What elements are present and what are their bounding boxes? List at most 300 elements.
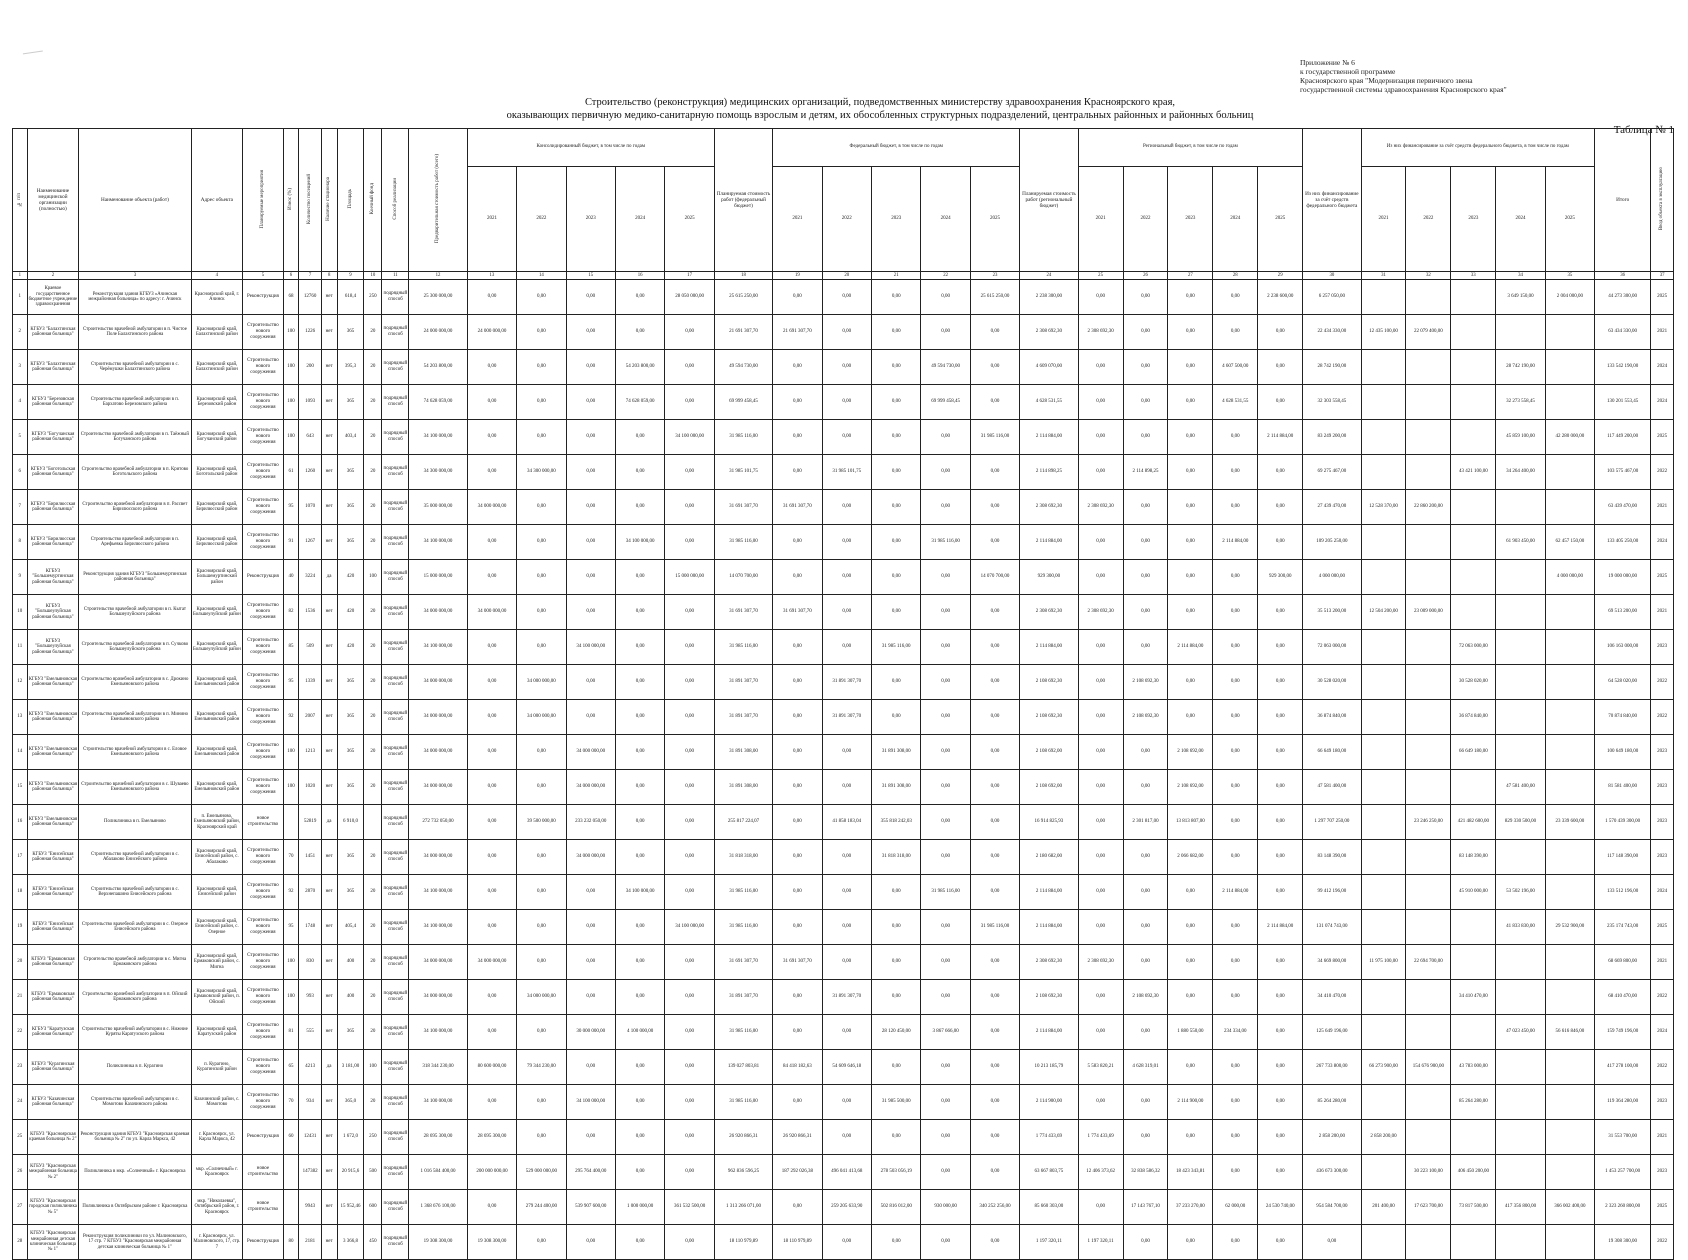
cell-wear: 82 [283, 595, 299, 630]
cell-r4: 0,00 [1213, 1120, 1258, 1155]
cell-k2: 529 000 000,00 [517, 1155, 566, 1190]
cell-visits: 1260 [299, 455, 321, 490]
cell-k1: 0,00 [467, 455, 516, 490]
cell-wear: 100 [283, 945, 299, 980]
cell-x: 36 874 840,00 [1303, 700, 1361, 735]
cell-r5: 0,00 [1258, 525, 1303, 560]
cell-k3: 0,00 [566, 945, 615, 980]
table-row [13, 770, 1674, 805]
cell-k4: 0,00 [615, 420, 664, 455]
cell-r1: 0,00 [1078, 910, 1123, 945]
column-number: 32 [1406, 272, 1451, 280]
cell-r3: 0,00 [1168, 350, 1213, 385]
cell-total: 34 000 000,00 [409, 770, 467, 805]
cell-act: Реконструкция [243, 1225, 283, 1260]
column-number: 26 [1123, 272, 1168, 280]
cell-stat: нет [321, 630, 337, 665]
cell-obj: Строительство врачебной амбулатории в с. Дрокино Емельяновского района [79, 665, 191, 700]
cell-k4: 0,00 [615, 980, 664, 1015]
cell-f3: 0,00 [872, 665, 921, 700]
cell-k5: 0,00 [665, 525, 714, 560]
cell-r4: 0,00 [1213, 700, 1258, 735]
cell-f2: 0,00 [822, 910, 871, 945]
cell-wear: 91 [283, 525, 299, 560]
table-row [13, 595, 1674, 630]
cell-k2: 0,00 [517, 735, 566, 770]
cell-x1: 201 400,00 [1361, 1190, 1406, 1225]
cell-act: Строительство нового сооружения [243, 385, 283, 420]
cell-addr: п. Курагино, Курагинский район [191, 1050, 243, 1085]
cell-x: 66 649 180,00 [1303, 735, 1361, 770]
cell-stat: нет [321, 420, 337, 455]
cell-r2: 17 143 767,10 [1123, 1190, 1168, 1225]
cell-k2: 0,00 [517, 1225, 566, 1260]
cell-addr: Красноярский край, Ермаковский район, п. Ойский [191, 980, 243, 1015]
cell-wear: 68 [283, 280, 299, 315]
cell-area: 395,3 [337, 350, 364, 385]
cell-visits: 1267 [299, 525, 321, 560]
appendix-note [1300, 58, 1680, 94]
cell-k4: 0,00 [615, 560, 664, 595]
cell-mode: подрядный способ [382, 1085, 409, 1120]
cell-org: КГБУЗ "Березовская районная больница" [27, 385, 79, 420]
cell-x2 [1406, 385, 1451, 420]
cell-f4: 0,00 [921, 945, 970, 980]
cell-act: Строительство нового сооружения [243, 665, 283, 700]
cell-f1: 21 691 307,70 [773, 315, 822, 350]
cell-f5: 0,00 [970, 1050, 1019, 1085]
cell-sum: 133 512 196,00 [1595, 875, 1651, 910]
cell-r5: 0,00 [1258, 1050, 1303, 1085]
cell-act: Строительство нового сооружения [243, 420, 283, 455]
cell-act: Строительство нового сооружения [243, 840, 283, 875]
cell-r5: 0,00 [1258, 1120, 1303, 1155]
cell-r4: 0,00 [1213, 735, 1258, 770]
cell-beds: 20 [364, 490, 382, 525]
cell-k3: 0,00 [566, 595, 615, 630]
cell-k5: 0,00 [665, 315, 714, 350]
cell-total: 1 016 584 400,00 [409, 1155, 467, 1190]
cell-f1: 0,00 [773, 805, 822, 840]
cell-r5: 0,00 [1258, 1015, 1303, 1050]
cell-reg: 2 308 692,30 [1020, 945, 1078, 980]
cell-x4 [1496, 700, 1545, 735]
cell-k2: 39 500 000,00 [517, 805, 566, 840]
header-num: № п/п [13, 129, 28, 272]
cell-f3: 31 985 116,00 [872, 630, 921, 665]
table-row [13, 980, 1674, 1015]
cell-x: 109 205 250,00 [1303, 525, 1361, 560]
cell-r1: 0,00 [1078, 630, 1123, 665]
cell-r2: 0,00 [1123, 1015, 1168, 1050]
cell-sum: 63 434 330,00 [1595, 315, 1651, 350]
cell-beds: 500 [364, 1155, 382, 1190]
cell-r4: 0,00 [1213, 280, 1258, 315]
cell-obj: Строительство врачебной амбулатории в с. Верхнепашино Енисейского района [79, 875, 191, 910]
cell-k2: 0,00 [517, 910, 566, 945]
cell-r2: 2 301 817,00 [1123, 805, 1168, 840]
header-address: Адрес объекта [191, 129, 243, 272]
cell-f4: 0,00 [921, 910, 970, 945]
cell-x4 [1496, 1050, 1545, 1085]
cell-yr: 2023 [1651, 770, 1674, 805]
cell-x3: 72 063 000,00 [1451, 630, 1496, 665]
cell-act: Строительство нового сооружения [243, 700, 283, 735]
cell-x5 [1545, 1155, 1594, 1190]
cell-f1: 0,00 [773, 560, 822, 595]
cell-x2 [1406, 665, 1451, 700]
cell-beds: 450 [364, 1225, 382, 1260]
cell-visits: 555 [299, 1015, 321, 1050]
cell-f5: 0,00 [970, 735, 1019, 770]
cell-x2 [1406, 280, 1451, 315]
cell-n: 9 [13, 560, 28, 595]
cell-fed: 31 985 116,00 [714, 420, 772, 455]
cell-beds: 20 [364, 455, 382, 490]
cell-k4: 0,00 [615, 735, 664, 770]
cell-k1: 200 000 000,00 [467, 1155, 516, 1190]
cell-x2 [1406, 875, 1451, 910]
cell-act: Строительство нового сооружения [243, 630, 283, 665]
cell-r4: 0,00 [1213, 1225, 1258, 1260]
cell-beds: 100 [364, 560, 382, 595]
cell-yr: 2021 [1651, 945, 1674, 980]
cell-k3: 0,00 [566, 490, 615, 525]
cell-x3: 406 450 200,00 [1451, 1155, 1496, 1190]
cell-sum: 130 201 553,45 [1595, 385, 1651, 420]
cell-f3: 31 985 500,00 [872, 1085, 921, 1120]
cell-x3 [1451, 385, 1496, 420]
cell-r5: 0,00 [1258, 875, 1303, 910]
cell-x: 30 528 020,00 [1303, 665, 1361, 700]
cell-stat: нет [321, 315, 337, 350]
cell-k2: 0,00 [517, 280, 566, 315]
cell-x: 267 733 800,00 [1303, 1050, 1361, 1085]
cell-r5: 0,00 [1258, 945, 1303, 980]
cell-k1: 34 000 000,00 [467, 945, 516, 980]
header-year: 2024 [1213, 166, 1258, 271]
cell-reg: 2 114 884,00 [1020, 420, 1078, 455]
cell-f3: 0,00 [872, 595, 921, 630]
cell-obj: Строительство врачебной амбулатории в п. Критово Боготольского района [79, 455, 191, 490]
cell-x3: 73 817 500,00 [1451, 1190, 1496, 1225]
cell-f3: 0,00 [872, 560, 921, 595]
cell-n: 3 [13, 350, 28, 385]
cell-r5: 0,00 [1258, 840, 1303, 875]
cell-x: 28 742 190,00 [1303, 350, 1361, 385]
cell-yr: 2025 [1651, 910, 1674, 945]
cell-obj: Поликлиника в мкр. «Солнечный» г. Красноярска [79, 1155, 191, 1190]
cell-fed: 14 070 700,00 [714, 560, 772, 595]
cell-f5: 0,00 [970, 980, 1019, 1015]
cell-r3: 13 813 807,00 [1168, 805, 1213, 840]
cell-obj: Строительство врачебной амбулатории в п. Таёжный Богучанского района [79, 420, 191, 455]
table-row [13, 630, 1674, 665]
cell-visits: 1536 [299, 595, 321, 630]
cell-reg: 1 774 433,69 [1020, 1120, 1078, 1155]
cell-yr: 2023 [1651, 735, 1674, 770]
cell-total: 272 732 050,00 [409, 805, 467, 840]
cell-r3: 0,00 [1168, 1120, 1213, 1155]
cell-x3 [1451, 280, 1496, 315]
cell-k1: 0,00 [467, 560, 516, 595]
cell-r4: 62 000,00 [1213, 1190, 1258, 1225]
header-year: 2025 [1545, 166, 1594, 271]
cell-act: Строительство нового сооружения [243, 315, 283, 350]
cell-f3: 0,00 [872, 700, 921, 735]
cell-f3: 31 818 318,00 [872, 840, 921, 875]
cell-f3: 0,00 [872, 525, 921, 560]
header-year: 2022 [822, 166, 871, 271]
cell-reg: 16 914 825,93 [1020, 805, 1078, 840]
header-year: 2025 [970, 166, 1019, 271]
cell-x: 69 275 467,00 [1303, 455, 1361, 490]
construction-table [12, 128, 1674, 1260]
cell-visits: 1451 [299, 840, 321, 875]
cell-stat: нет [321, 280, 337, 315]
cell-k1: 0,00 [467, 665, 516, 700]
cell-f5: 0,00 [970, 1225, 1019, 1260]
cell-f2: 0,00 [822, 840, 871, 875]
cell-fed: 31 985 116,00 [714, 875, 772, 910]
cell-total: 34 000 000,00 [409, 735, 467, 770]
table-row [13, 1190, 1674, 1225]
cell-sum: 235 174 743,00 [1595, 910, 1651, 945]
column-number: 10 [364, 272, 382, 280]
cell-r2: 0,00 [1123, 490, 1168, 525]
cell-x3: 421 482 600,00 [1451, 805, 1496, 840]
cell-f4: 0,00 [921, 490, 970, 525]
cell-fed: 31 985 116,00 [714, 910, 772, 945]
cell-x3: 43 783 000,00 [1451, 1050, 1496, 1085]
column-number: 7 [299, 272, 321, 280]
cell-addr: Красноярский край, Ермаковский район, с. Мигна [191, 945, 243, 980]
cell-visits: 200 [299, 350, 321, 385]
cell-org: КГБУЗ "Большеулуйская районная больница" [27, 595, 79, 630]
column-number: 4 [191, 272, 243, 280]
cell-area: 365 [337, 455, 364, 490]
column-number: 28 [1213, 272, 1258, 280]
cell-x5 [1545, 455, 1594, 490]
cell-mode: подрядный способ [382, 840, 409, 875]
cell-r1: 2 308 692,30 [1078, 490, 1123, 525]
cell-act: Строительство нового сооружения [243, 595, 283, 630]
cell-wear: 61 [283, 455, 299, 490]
cell-area: 20 915,6 [337, 1155, 364, 1190]
cell-k2: 279 244 400,00 [517, 1190, 566, 1225]
column-number: 31 [1361, 272, 1406, 280]
cell-x5 [1545, 980, 1594, 1015]
cell-k4: 0,00 [615, 910, 664, 945]
cell-k4: 0,00 [615, 280, 664, 315]
cell-visits: 2181 [299, 1225, 321, 1260]
column-number: 9 [337, 272, 364, 280]
cell-r5: 2 114 884,00 [1258, 420, 1303, 455]
cell-x5 [1545, 840, 1594, 875]
cell-beds: 20 [364, 1085, 382, 1120]
cell-k2: 0,00 [517, 420, 566, 455]
cell-beds: 20 [364, 385, 382, 420]
column-number: 36 [1595, 272, 1651, 280]
cell-r2: 0,00 [1123, 595, 1168, 630]
cell-k3: 34 000 000,00 [566, 770, 615, 805]
cell-fed: 69 999 458,45 [714, 385, 772, 420]
cell-stat: нет [321, 980, 337, 1015]
cell-x1 [1361, 805, 1406, 840]
cell-x: 125 649 196,00 [1303, 1015, 1361, 1050]
cell-r5: 0,00 [1258, 1085, 1303, 1120]
cell-r4: 0,00 [1213, 1155, 1258, 1190]
cell-wear: 95 [283, 910, 299, 945]
cell-k2: 34 000 000,00 [517, 980, 566, 1015]
cell-k4: 0,00 [615, 630, 664, 665]
cell-x2 [1406, 980, 1451, 1015]
header-commission: Ввод объекта в эксплуатацию [1651, 129, 1674, 272]
cell-x2: 30 223 100,00 [1406, 1155, 1451, 1190]
cell-k5: 0,00 [665, 735, 714, 770]
cell-k4: 0,00 [615, 1120, 664, 1155]
cell-total: 25 300 000,00 [409, 280, 467, 315]
cell-f2: 0,00 [822, 280, 871, 315]
cell-k1: 19 308 300,00 [467, 1225, 516, 1260]
cell-beds: 20 [364, 945, 382, 980]
cell-mode: подрядный способ [382, 980, 409, 1015]
cell-f4: 3 867 666,00 [921, 1015, 970, 1050]
cell-f3: 278 503 056,19 [872, 1155, 921, 1190]
cell-addr: Красноярский край, Бирилюсский район [191, 490, 243, 525]
cell-area: 1 672,0 [337, 1120, 364, 1155]
cell-x5 [1545, 1085, 1594, 1120]
cell-sum: 31 553 700,00 [1595, 1120, 1651, 1155]
cell-x4: 41 833 830,00 [1496, 910, 1545, 945]
header-beds: Коечный фонд [364, 129, 382, 272]
cell-stat: да [321, 805, 337, 840]
cell-x1 [1361, 280, 1406, 315]
cell-wear [283, 1190, 299, 1225]
cell-total: 35 000 000,00 [409, 490, 467, 525]
cell-r5: 0,00 [1258, 1225, 1303, 1260]
cell-r5: 0,00 [1258, 385, 1303, 420]
cell-k1: 0,00 [467, 910, 516, 945]
cell-r2: 0,00 [1123, 560, 1168, 595]
cell-r1: 0,00 [1078, 1190, 1123, 1225]
cell-mode: подрядный способ [382, 1120, 409, 1155]
cell-mode: подрядный способ [382, 910, 409, 945]
cell-x: 85 264 280,00 [1303, 1085, 1361, 1120]
cell-r3: 37 233 270,00 [1168, 1190, 1213, 1225]
cell-r4: 0,00 [1213, 980, 1258, 1015]
cell-k5: 0,00 [665, 1120, 714, 1155]
cell-k4: 0,00 [615, 700, 664, 735]
cell-x2 [1406, 1225, 1451, 1260]
cell-mode: подрядный способ [382, 700, 409, 735]
cell-x4: 34 264 400,00 [1496, 455, 1545, 490]
table-row [13, 910, 1674, 945]
cell-k3: 0,00 [566, 525, 615, 560]
cell-x: 2 858 200,00 [1303, 1120, 1361, 1155]
cell-x3: 85 264 280,00 [1451, 1085, 1496, 1120]
cell-k5: 0,00 [665, 455, 714, 490]
column-number: 33 [1451, 272, 1496, 280]
cell-r4: 234 334,00 [1213, 1015, 1258, 1050]
cell-f5: 340 252 256,00 [970, 1190, 1019, 1225]
cell-stat: нет [321, 350, 337, 385]
cell-sum: 44 273 300,00 [1595, 280, 1651, 315]
cell-f4: 69 999 458,45 [921, 385, 970, 420]
cell-area: 365 [337, 315, 364, 350]
cell-n: 28 [13, 1225, 28, 1260]
cell-mode: подрядный способ [382, 945, 409, 980]
cell-f1: 18 110 979,89 [773, 1225, 822, 1260]
cell-x: 72 063 000,00 [1303, 630, 1361, 665]
cell-k2: 0,00 [517, 840, 566, 875]
cell-f2: 496 041 413,68 [822, 1155, 871, 1190]
cell-x5: 62 457 150,00 [1545, 525, 1594, 560]
cell-org: КГБУЗ "Большемуртинская районная больница" [27, 560, 79, 595]
cell-act: Реконструкция [243, 280, 283, 315]
cell-r2: 0,00 [1123, 945, 1168, 980]
cell-f1: 0,00 [773, 875, 822, 910]
table-row [13, 455, 1674, 490]
cell-org: КГБУЗ "Боготольская районная больница" [27, 455, 79, 490]
cell-beds: 20 [364, 700, 382, 735]
cell-f5: 0,00 [970, 1120, 1019, 1155]
cell-n: 12 [13, 665, 28, 700]
cell-sum: 69 513 200,00 [1595, 595, 1651, 630]
cell-f4: 0,00 [921, 805, 970, 840]
cell-k1: 28 695 300,00 [467, 1120, 516, 1155]
cell-k5: 0,00 [665, 980, 714, 1015]
header-year: 2025 [665, 166, 714, 271]
cell-fed: 31 891 308,00 [714, 735, 772, 770]
cell-addr: Красноярский край, Березовский район [191, 385, 243, 420]
cell-n: 7 [13, 490, 28, 525]
cell-reg: 2 114 884,00 [1020, 525, 1078, 560]
cell-act: Строительство нового сооружения [243, 350, 283, 385]
column-number: 2 [27, 272, 79, 280]
cell-x4: 32 273 558,45 [1496, 385, 1545, 420]
cell-r1: 0,00 [1078, 525, 1123, 560]
cell-k5: 0,00 [665, 945, 714, 980]
column-number: 34 [1496, 272, 1545, 280]
cell-x2 [1406, 770, 1451, 805]
appendix-line-4: государственной системы здравоохранения Красноярского края" [1300, 85, 1507, 94]
cell-stat: нет [321, 945, 337, 980]
cell-sum: 106 163 000,00 [1595, 630, 1651, 665]
cell-f5: 31 985 116,00 [970, 420, 1019, 455]
cell-f3: 0,00 [872, 1050, 921, 1085]
cell-visits: 9943 [299, 1190, 321, 1225]
cell-r1: 0,00 [1078, 350, 1123, 385]
cell-beds: 20 [364, 910, 382, 945]
cell-f5: 0,00 [970, 1085, 1019, 1120]
header-stationary: Наличие стационара [321, 129, 337, 272]
cell-f4: 0,00 [921, 455, 970, 490]
header-activity: Планируемые мероприятия [243, 129, 283, 272]
cell-stat: нет [321, 490, 337, 525]
cell-fed: 1 313 266 071,00 [714, 1190, 772, 1225]
cell-yr: 2022 [1651, 1225, 1674, 1260]
cell-x4: 47 023 450,00 [1496, 1015, 1545, 1050]
cell-mode: подрядный способ [382, 630, 409, 665]
cell-sum: 63 439 470,00 [1595, 490, 1651, 525]
cell-x5: 2 004 000,00 [1545, 280, 1594, 315]
cell-k5: 0,00 [665, 490, 714, 525]
cell-k5: 34 100 000,00 [665, 420, 714, 455]
cell-addr: Красноярский край, Большеулуйский район [191, 595, 243, 630]
cell-x4: 417 356 800,00 [1496, 1190, 1545, 1225]
cell-org: КГБУЗ "Большеулуйская районная больница" [27, 630, 79, 665]
